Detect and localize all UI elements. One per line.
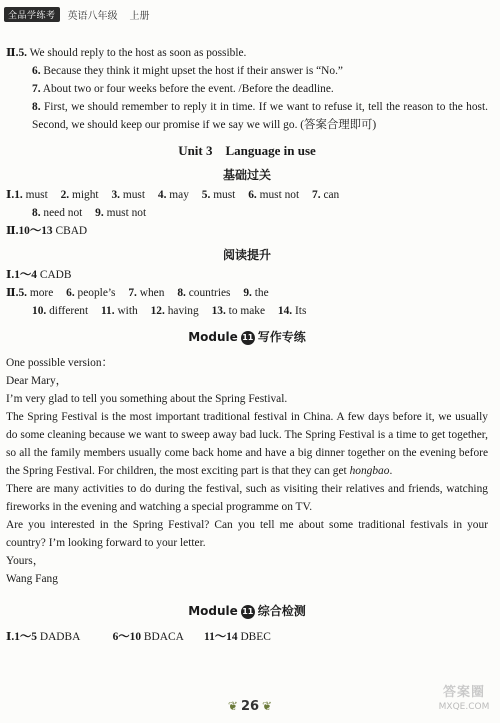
answer-text: must <box>122 189 146 201</box>
answer-paragraph <box>6 98 488 134</box>
letter-text: The Spring Festival is the most important traditional festival in China. A few days before it, we usually do some cleaning because we want to sweep away bad luck. The Spring Festival is a time to get together, so all the family members usually come back home and have a big dinner together on the evening before the Spring Festival. For children, the most exciting part is that they can get <box>6 411 488 477</box>
item-number: 14. <box>277 305 293 317</box>
answer-text: different <box>49 305 89 317</box>
letter-italic-word: hongbao <box>349 465 390 477</box>
item-range: 1～4 <box>14 269 37 281</box>
watermark-url: MXQE.COM <box>438 702 490 712</box>
roman-numeral: Ⅱ. <box>6 47 19 59</box>
answer-line <box>6 80 488 98</box>
sample-letter <box>6 354 488 588</box>
answer-line <box>6 204 488 222</box>
answer-text: the <box>254 287 269 299</box>
item-number: 6. <box>32 65 41 77</box>
letter-closing: Yours， <box>6 555 45 567</box>
answer-text: First, we should remember to reply it in time. If we want to refuse it, tell the reason to the host. Second, we should keep our promise if we say we will go. (答案合理即可) <box>32 101 488 131</box>
letter-paragraph <box>6 408 488 480</box>
answer-line <box>6 62 488 80</box>
item-number: 6. <box>66 287 75 299</box>
item-number: 3. <box>111 189 121 201</box>
item-number: 7. <box>312 189 321 201</box>
answer-text: might <box>72 189 99 201</box>
item-number: 4. <box>157 189 167 201</box>
answer-line <box>6 628 488 646</box>
module-word: Module <box>188 604 238 618</box>
answer-text: About two or four weeks before the event. /Before the deadline. <box>42 83 334 95</box>
answer-text: Its <box>295 305 307 317</box>
answer-text: countries <box>188 287 231 299</box>
module-word: Module <box>188 330 238 344</box>
module-heading-test <box>6 602 488 620</box>
brand-logo: 全品学练考 <box>4 7 60 22</box>
answer-text: need not <box>43 207 83 219</box>
letter-paragraph: There are many activities to do during the festival, such as visiting their relatives and friends, watching fireworks in the evening and watching a special programme on TV. <box>6 483 488 513</box>
answer-text: may <box>169 189 189 201</box>
answer-text: DADBA <box>39 631 80 643</box>
leaf-ornament-icon: ❦ <box>227 699 238 713</box>
answer-text: to make <box>228 305 266 317</box>
answer-line <box>6 302 488 320</box>
answer-text: having <box>167 305 199 317</box>
leaf-ornament-icon: ❦ <box>262 699 273 713</box>
module-number-badge: 11 <box>241 605 255 619</box>
answer-line <box>6 284 488 302</box>
answer-text: CADB <box>39 269 72 281</box>
answer-text: when <box>139 287 165 299</box>
watermark-text: 答案圈 <box>442 685 485 700</box>
item-number: 8. <box>177 287 186 299</box>
module-heading-writing <box>6 328 488 346</box>
answer-text: people’s <box>77 287 116 299</box>
answer-text: can <box>323 189 340 201</box>
item-range: 6～10 <box>112 631 142 643</box>
answer-text: must not <box>106 207 147 219</box>
answer-text: must <box>25 189 48 201</box>
item-range: 1～5 <box>14 631 37 643</box>
item-number: 2. <box>60 189 70 201</box>
answer-text: DBEC <box>240 631 271 643</box>
roman-numeral: Ⅰ. <box>6 631 15 643</box>
page-header <box>4 6 150 22</box>
answer-text: more <box>29 287 54 299</box>
roman-numeral: Ⅱ. <box>6 225 19 237</box>
item-range: 10～13 <box>18 225 53 237</box>
answer-text: with <box>117 305 138 317</box>
module-title: 综合检测 <box>257 604 306 618</box>
section-title-reading: 阅读提升 <box>222 248 271 262</box>
item-number: 5. <box>18 287 27 299</box>
item-number: 8. <box>32 101 41 113</box>
section-title-basic: 基础过关 <box>222 168 271 182</box>
item-number: 7. <box>128 287 137 299</box>
item-number: 11. <box>100 305 115 317</box>
answer-text: CBAD <box>55 225 88 237</box>
watermark <box>434 686 494 718</box>
answer-line <box>6 44 488 62</box>
item-number: 13. <box>211 305 226 317</box>
letter-signature: Wang Fang <box>6 573 58 585</box>
item-number: 10. <box>32 305 47 317</box>
answer-line <box>6 266 488 284</box>
module-number-badge: 11 <box>241 331 255 345</box>
answer-text: We should reply to the host as soon as possible. <box>29 47 247 59</box>
page-number <box>0 699 500 714</box>
page-content <box>6 44 488 646</box>
item-number: 5. <box>201 189 211 201</box>
answer-text: must not <box>259 189 300 201</box>
item-number: 12. <box>150 305 165 317</box>
unit-title: Unit 3 Language in use <box>178 143 316 158</box>
page-number-text: 26 <box>240 699 260 714</box>
answer-text: Because they think it might upset the host if their answer is “No.” <box>43 65 343 77</box>
item-number: 9. <box>95 207 104 219</box>
book-volume: 上册 <box>129 10 150 22</box>
answer-text: BDACA <box>143 631 184 643</box>
roman-numeral: Ⅱ. <box>6 287 19 299</box>
letter-paragraph: I’m very glad to tell you something about the Spring Festival. <box>6 393 288 405</box>
item-number: 1. <box>14 189 23 201</box>
letter-greeting: Dear Mary， <box>6 375 68 387</box>
roman-numeral: Ⅰ. <box>6 269 15 281</box>
letter-intro: One possible version： <box>6 357 113 369</box>
roman-numeral: Ⅰ. <box>6 189 15 201</box>
answer-line <box>6 186 488 204</box>
item-number: 9. <box>243 287 252 299</box>
item-range: 11～14 <box>204 631 238 643</box>
item-number: 5. <box>18 47 27 59</box>
answer-line <box>6 222 488 240</box>
book-title: 英语八年级 <box>67 10 118 22</box>
item-number: 7. <box>32 83 41 95</box>
letter-paragraph: Are you interested in the Spring Festival? Can you tell me about some traditional festivals in your country? I’m looking forward to your letter. <box>6 519 488 549</box>
item-number: 6. <box>248 189 257 201</box>
module-title: 写作专练 <box>257 330 306 344</box>
letter-text: . <box>389 465 393 477</box>
item-number: 8. <box>32 207 41 219</box>
answer-text: must <box>213 189 236 201</box>
